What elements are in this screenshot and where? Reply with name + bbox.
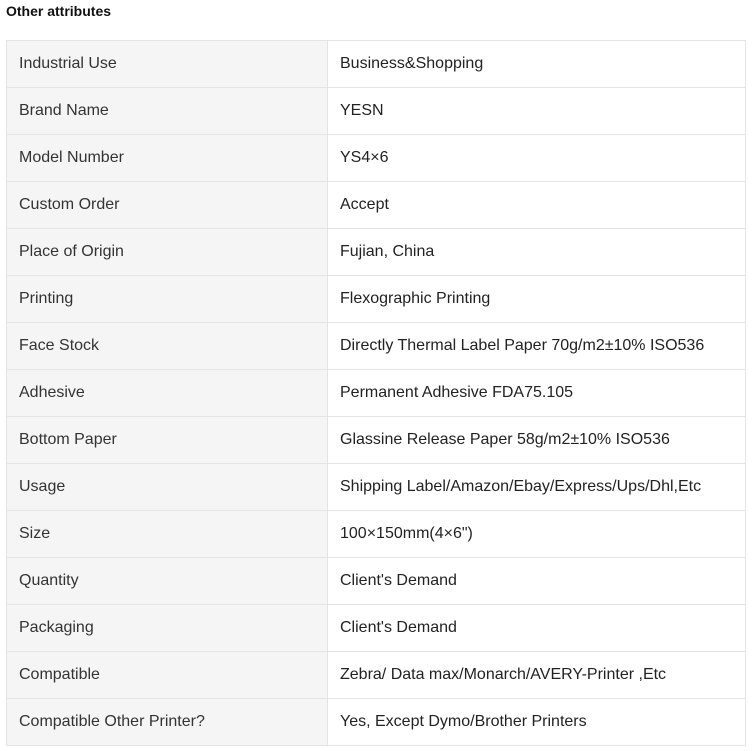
table-row [7,276,746,323]
attribute-value: Permanent Adhesive FDA75.105 [328,370,746,417]
attribute-name: Quantity [7,558,328,605]
attribute-name: Compatible [7,652,328,699]
table-row [7,699,746,746]
table-row [7,511,746,558]
table-row [7,370,746,417]
table-row [7,323,746,370]
attribute-value: Shipping Label/Amazon/Ebay/Express/Ups/Dhl,Etc [328,464,746,511]
attribute-value: Glassine Release Paper 58g/m2±10% ISO536 [328,417,746,464]
table-row [7,558,746,605]
attribute-value: Accept [328,182,746,229]
attribute-name: Custom Order [7,182,328,229]
attribute-name: Bottom Paper [7,417,328,464]
attribute-value: YS4×6 [328,135,746,182]
attribute-name: Packaging [7,605,328,652]
attribute-value: Yes, Except Dymo/Brother Printers [328,699,746,746]
table-row [7,88,746,135]
attribute-name: Adhesive [7,370,328,417]
attribute-name: Brand Name [7,88,328,135]
attribute-value: 100×150mm(4×6") [328,511,746,558]
attribute-value: Business&Shopping [328,41,746,88]
table-row [7,182,746,229]
attributes-table [6,40,746,746]
attribute-name: Compatible Other Printer? [7,699,328,746]
attribute-value: Fujian, China [328,229,746,276]
attribute-name: Place of Origin [7,229,328,276]
attribute-name: Usage [7,464,328,511]
attribute-value: Directly Thermal Label Paper 70g/m2±10% ISO536 [328,323,746,370]
table-row [7,652,746,699]
table-row [7,464,746,511]
table-row [7,417,746,464]
attribute-name: Size [7,511,328,558]
attribute-name: Industrial Use [7,41,328,88]
attribute-value: Client's Demand [328,605,746,652]
attribute-name: Model Number [7,135,328,182]
attribute-value: Zebra/ Data max/Monarch/AVERY-Printer ,Etc [328,652,746,699]
table-row [7,229,746,276]
section-title: Other attributes [6,3,112,19]
table-row [7,135,746,182]
attribute-name: Face Stock [7,323,328,370]
attribute-value: YESN [328,88,746,135]
table-row [7,605,746,652]
table-row [7,41,746,88]
attribute-value: Client's Demand [328,558,746,605]
attribute-value: Flexographic Printing [328,276,746,323]
attribute-name: Printing [7,276,328,323]
